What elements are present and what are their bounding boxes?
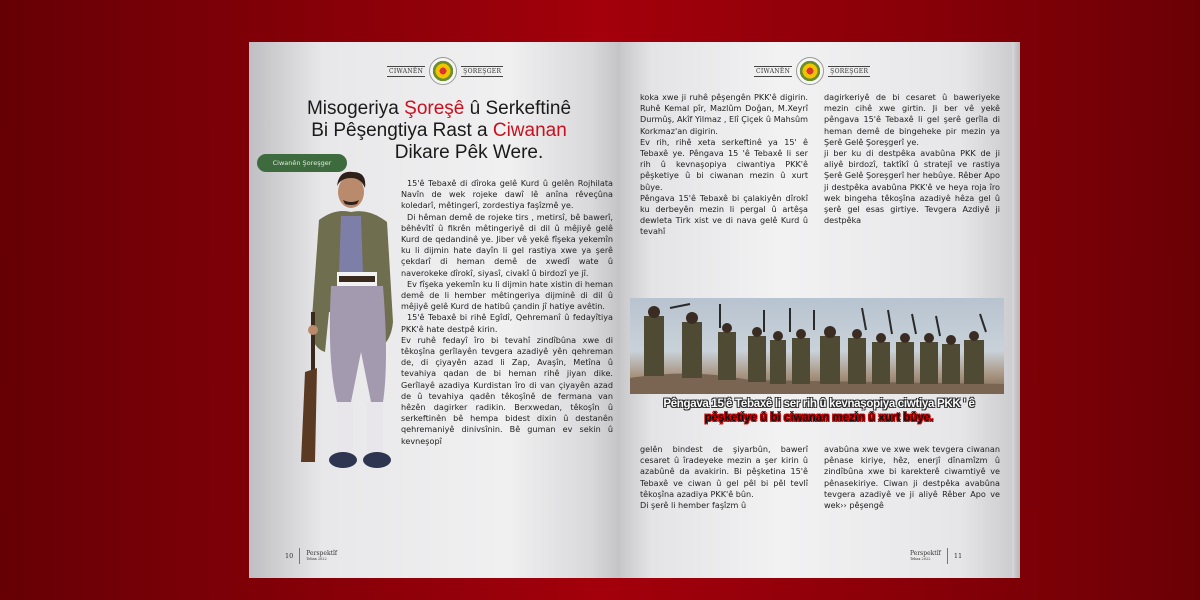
group-photo [630,298,1004,394]
left-page [249,42,620,578]
paragraph: Di hêman demê de rojeke tirs , metirsî, bê bawerî, bêhêvîtî û fikrên mêtingeriyê di dil û mêjiyê gelê Kurd de qedandinê ye. Jiber vê yekê fîşeka yekemîn ku li dijmin hate dayîn li gel rastiya xwe ya şerê çekdarî di heman demê de xwedî wate û naverokeke dîrokî, siyasî, civakî û birdozî ye jî. [401,211,613,278]
paragraph: 15'ê Tebaxê bi rihê Egîdî, Qehremanî û fedayîtiya PKK'ê hate destpê kirin. [401,312,613,334]
paragraph: ji ber ku di destpêka avabûna PKK de ji aliyê birdozî, taktîkî û stratejî ve rastiya Şerê Gelê Şoreşgerî her hebûye. Rêber Apo ji destpêka avabûna PKK'ê ve heya roja îro wek bingeha têkoşîna azadiyê hêza gel û şerê gel esas girtiye. Tevgera Azdiyê ji destpêka [824,148,1000,226]
masthead-right [754,56,870,86]
page-number: 10 [285,552,294,560]
paragraph: gelên bindest de şiyarbûn, bawerî cesaret û îradeyeke mezin a şer kirin û azabûnê da avakirin. Bi pêşketina 15'ê Tebaxê ve ciwan û gel pêl bi pêl tevlî têkoşîna azadiya PKK'ê bûn. [640,444,808,499]
right-column-1-top [640,92,808,238]
page-footer-right [910,548,962,564]
footer-divider [299,548,300,564]
fighters-group-icon [630,298,1004,394]
caption-line-2: pêşketiye û bi ciwanan mezin û xurt bûye. [704,412,934,424]
right-page [620,42,1020,578]
fighter-portrait-icon [279,162,399,522]
masthead-word-right: ŞOREŞGER [463,67,502,75]
emblem-icon [429,57,457,85]
section-badge: Ciwanên Şoreşger [257,154,347,172]
photo-caption [628,397,1010,425]
footer-divider [947,548,948,564]
masthead-word-right: ŞOREŞGER [830,67,869,75]
magazine-name: Perspektîf [306,550,338,557]
paragraph: 15'ê Tebaxê di dîroka gelê Kurd û gelên Rojhilata Navîn de wek rojeke dawî lê anîna rêveçûna koledarî, mêtingerî, zordestiya faşîzmê ye. [401,178,613,211]
masthead-left [387,56,503,86]
masthead-word-left: CIWANÊN [389,67,424,75]
issue-date: Tebax 2022 [306,557,327,561]
page-footer-left [285,548,337,564]
title-text: Dikare Pêk Were. [394,142,544,163]
right-column-2-bottom [824,444,1000,511]
title-highlight: Şoreşê [404,98,465,119]
paragraph: avabûna xwe ve xwe wek tevgera ciwanan pênase kiriye, hêz, enerjî dînamîzm û zindîbûna xwe bi karekterê ciwamtiyê ve pênasekiriye. Ciwan ji destpêka avabûna tevgera azadiyê ve ji aliyê Rêber Apo ve wek›› pêşengê [824,444,1000,511]
magazine-spread [249,42,1020,578]
left-column [401,178,613,447]
paragraph: Ev rih, rihê xeta serkeftinê ya 15' ê Tebaxê ye. Pêngava 15 'ê Tebaxê li ser rih û kevnaşopiya ciwantiya PKK'ê pêşketiye û bi ciwanan mezin û xurt bûye. [640,136,808,192]
magazine-name: Perspektîf [910,550,941,557]
title-highlight: Ciwanan [492,120,567,141]
paragraph: Pêngava 15'ê Tebaxê bi çalakiyên dîrokî ku derbeyên mezin li pergal û artêşa dewleta Tirk xist ve di nava gelê Kurd û tevahî [640,192,808,237]
paragraph: Di şerê li hember faşîzm û [640,500,747,511]
paragraph: Ev ruhê fedayî îro bi tevahî zindîbûna xwe di têkoşîna gerîlayên tevgera azadiyê yên qehreman de, di çiyayên azad li Zap, Avaşîn, Metîna û tevahiya qadan de bi heman rihê jiyan dike. Gerîlayê azadiya Kurdistan îro di van çiyayên azad de û tevahiya qadên têkoşînê de fermana van hêzên dagirker radikin. Berxwedan, têkoşîn û serkeftinên bê hempa bidest dixin û destanên qehremaniyê dinivsînin. Bê guman ev sekin û kevneşopî [401,334,613,446]
issue-date: Tebax 2022 [910,557,931,561]
emblem-icon [796,57,824,85]
paragraph: dagirkeriyê de bi cesaret û baweriyeke mezin cihê xwe girtin. Ji ber vê yekê pêngava 15'ê Tebaxê li gel şerê gerîla di heman demê de bingeheke pir mezin ya Şerê Gelê Şoreşgerî ye. [824,92,1000,147]
title-text: Misogeriya [306,98,405,119]
caption-line-1: Pêngava 15'ê Tebaxê li ser rih û kevnaşopiya ciwtiya PKK ' ê [663,398,975,410]
title-text: û Serkeftinê [464,98,572,119]
masthead-word-left: CIWANÊN [756,67,791,75]
page-number: 11 [953,552,963,560]
right-column-2-top [824,92,1000,226]
paragraph: Ev fîşeka yekemîn ku li dijmin hate xistin di heman demê de li hember mêtingeriya dijminê di dil û mêjiyê gelê Kurd de hatibû çandin jî hatiye avêtin. [401,278,613,312]
paragraph: koka xwe ji ruhê pêşengên PKK'ê digirin. Ruhê Kemal pîr, Mazlûm Doğan, M.Xeyrî Durmûş, Akîf Yilmaz , Elî Çiçek û Mahsûm Korkmaz'an digirin. [640,92,808,136]
title-text: Bi Pêşengtiya Rast a [311,120,493,141]
right-column-1-bottom [640,444,808,511]
